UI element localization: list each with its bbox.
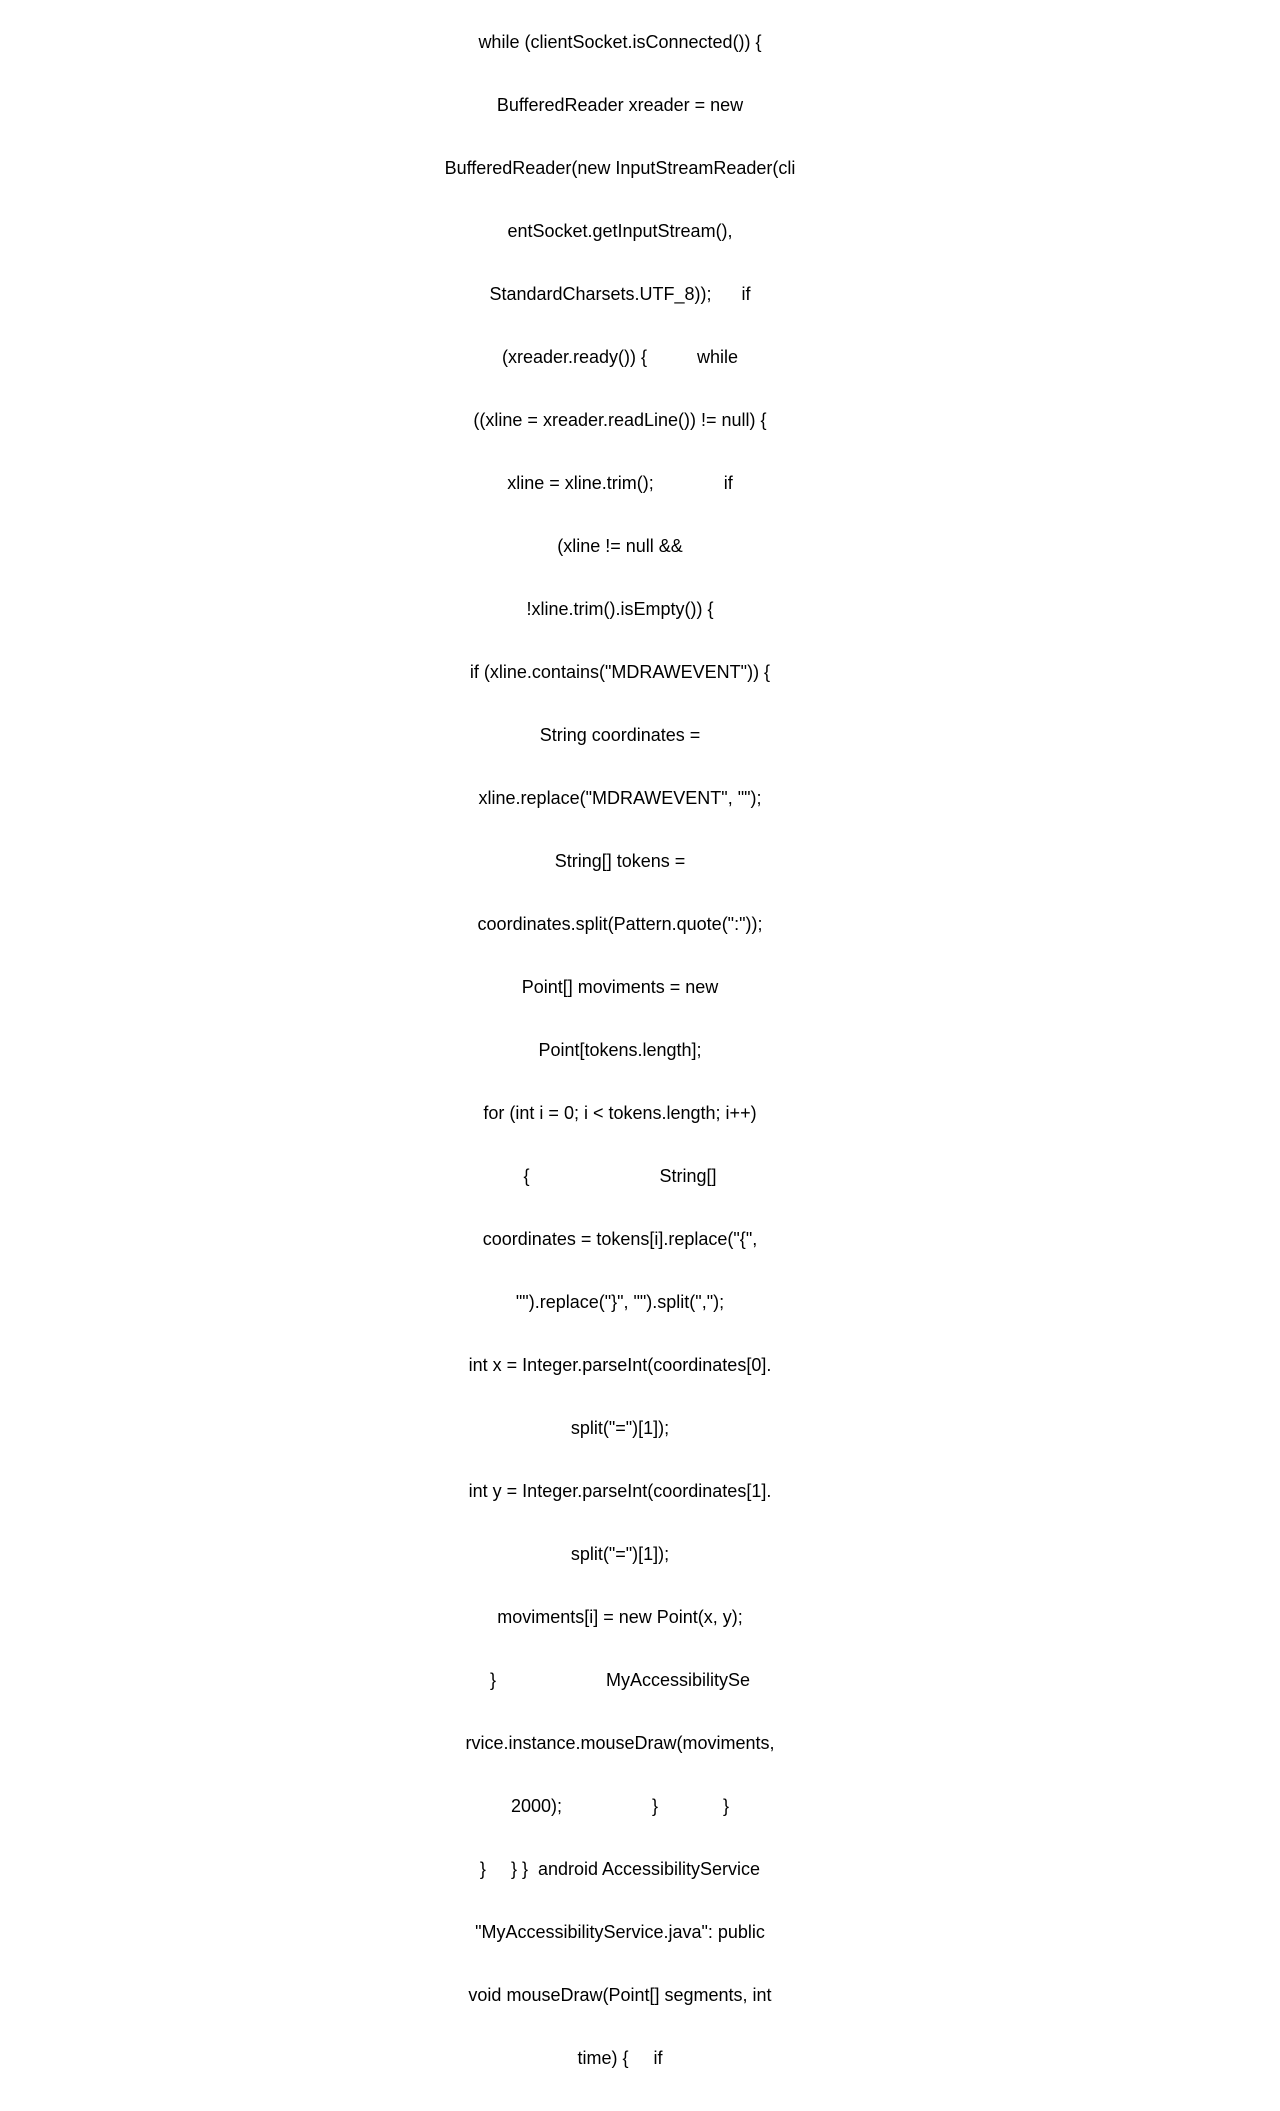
code-line: xline = xline.trim(); if	[507, 473, 733, 493]
code-line: int y = Integer.parseInt(coordinates[1].	[468, 1481, 772, 1501]
code-line: BufferedReader(new InputStreamReader(cli	[444, 158, 796, 178]
code-line: rvice.instance.mouseDraw(moviments,	[465, 1733, 775, 1753]
code-line: } MyAccessibilitySe	[489, 1670, 751, 1690]
code-line: xline.replace("MDRAWEVENT", "");	[478, 788, 762, 808]
code-line: Point[tokens.length];	[538, 1040, 702, 1060]
code-line: split("=")[1]);	[570, 1418, 670, 1438]
code-line: void mouseDraw(Point[] segments, int	[468, 1985, 772, 2005]
code-line: String coordinates =	[539, 725, 701, 745]
code-line: moviments[i] = new Point(x, y);	[497, 1607, 743, 1627]
code-line: coordinates.split(Pattern.quote(":"));	[477, 914, 763, 934]
code-line: "MyAccessibilityService.java": public	[475, 1922, 765, 1942]
code-line: int x = Integer.parseInt(coordinates[0].	[468, 1355, 772, 1375]
code-line: 2000); } }	[510, 1796, 730, 1816]
code-line: if (xline.contains("MDRAWEVENT")) {	[469, 662, 771, 682]
code-line: { String[]	[523, 1166, 717, 1186]
code-line: !xline.trim().isEmpty()) {	[526, 599, 714, 619]
code-line: ((xline = xreader.readLine()) != null) {	[473, 410, 767, 430]
code-line: (xreader.ready()) { while	[501, 347, 739, 367]
code-line: while (clientSocket.isConnected()) {	[478, 32, 762, 52]
code-line: "").replace("}", "").split(",");	[515, 1292, 725, 1312]
code-line: String[] tokens =	[554, 851, 686, 871]
code-line: entSocket.getInputStream(),	[507, 221, 733, 241]
code-text-block	[440, 0, 800, 2068]
code-line: coordinates = tokens[i].replace("{",	[482, 1229, 758, 1249]
code-line: } } } android AccessibilityService	[479, 1859, 761, 1879]
code-line: Point[] moviments = new	[521, 977, 719, 997]
code-line: for (int i = 0; i < tokens.length; i++)	[483, 1103, 757, 1123]
code-line: BufferedReader xreader = new	[496, 95, 744, 115]
code-line: split("=")[1]);	[570, 1544, 670, 1564]
code-line: (xline != null &&	[557, 536, 683, 556]
code-line: time) { if	[577, 2048, 663, 2068]
code-line: StandardCharsets.UTF_8)); if	[489, 284, 751, 304]
